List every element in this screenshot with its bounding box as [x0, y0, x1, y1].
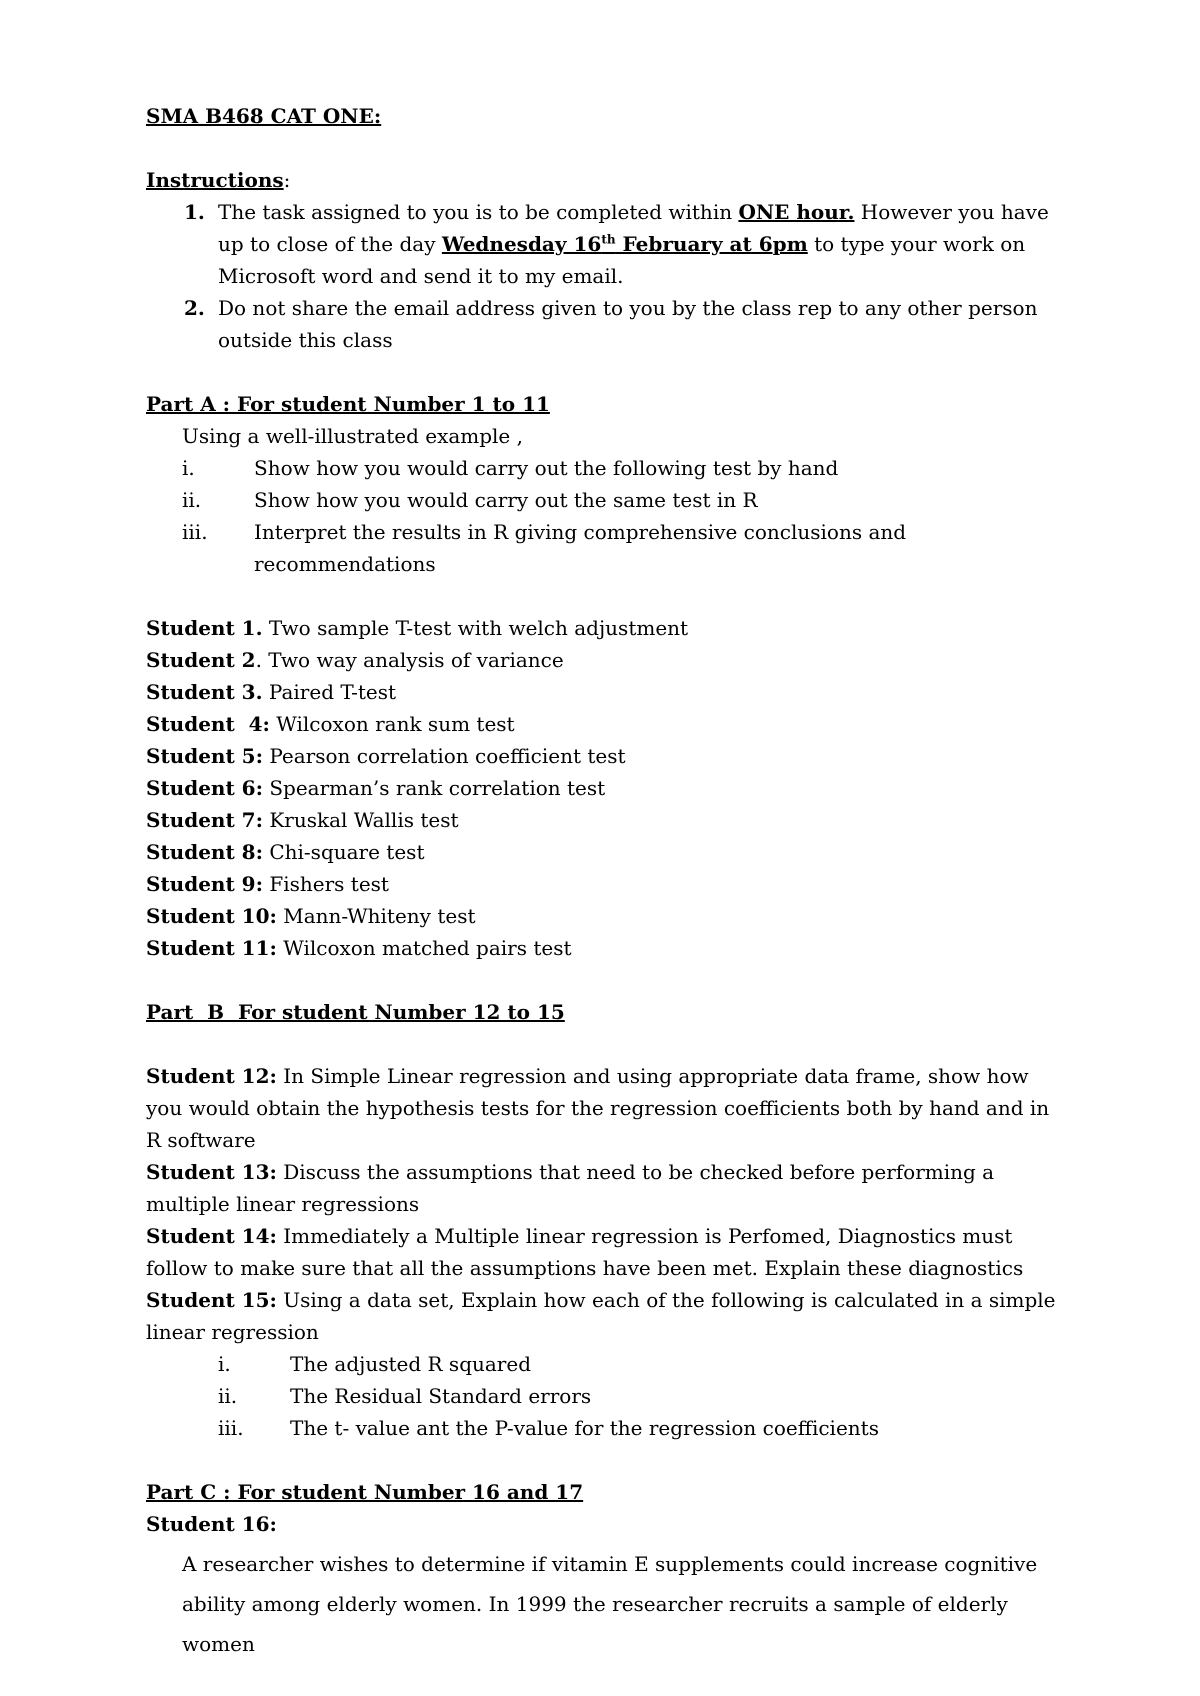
student-line: Student 9: Fishers test	[146, 872, 389, 896]
part-a-step: iii. Interpret the results in R giving comprehensive conclusions and recommendations	[182, 520, 907, 576]
part-b-subitem: iii. The t- value ant the P-value for the regression coefficients	[218, 1416, 879, 1440]
part-b-heading: Part B For student Number 12 to 15	[146, 1000, 565, 1024]
instructions-list	[146, 196, 1066, 356]
instruction-item: 1. The task assigned to you is to be completed within ONE hour. However you have up to close of the day Wednesday 16th February at 6pm to type your work on Microsoft word and send it to my email.	[184, 200, 1049, 288]
part-a-heading: Part A : For student Number 1 to 11	[146, 392, 550, 416]
student-paragraph: Student 13: Discuss the assumptions that need to be checked before performing a multiple linear regressions	[146, 1160, 995, 1216]
student-line: Student 7: Kruskal Wallis test	[146, 808, 459, 832]
part-a-step: ii. Show how you would carry out the same test in R	[182, 488, 758, 512]
instruction-item: 2. Do not share the email address given to you by the class rep to any other person outside this class	[184, 296, 1038, 352]
student-paragraph: Student 15: Using a data set, Explain how each of the following is calculated in a simple linear regression	[146, 1288, 1056, 1344]
part-a-intro: Using a well-illustrated example ,	[182, 424, 523, 448]
part-c-heading: Part C : For student Number 16 and 17	[146, 1480, 584, 1504]
student-line: Student 3. Paired T-test	[146, 680, 397, 704]
student-line: Student 4: Wilcoxon rank sum test	[146, 712, 515, 736]
deadline-date: Wednesday 16th February at 6pm	[441, 232, 808, 256]
student-line: Student 6: Spearman’s rank correlation test	[146, 776, 606, 800]
student-paragraph: Student 12: In Simple Linear regression and using appropriate data frame, show how you would obtain the hypothesis tests for the regression coefficients both by hand and in R software	[146, 1064, 1050, 1152]
part-c-student-label: Student 16:	[146, 1512, 277, 1536]
part-c-paragraph: A researcher wishes to determine if vitamin E supplements could increase cognitive ability among elderly women. In 1999 the researcher recruits a sample of elderly women	[182, 1552, 1038, 1656]
student-paragraph: Student 14: Immediately a Multiple linear regression is Perfomed, Diagnostics must follow to make sure that all the assumptions have been met. Explain these diagnostics	[146, 1224, 1024, 1280]
part-b-subitem: i. The adjusted R squared	[218, 1352, 532, 1376]
student-line: Student 8: Chi-square test	[146, 840, 425, 864]
deadline-duration: ONE hour.	[738, 200, 855, 224]
instructions-heading: Instructions:	[146, 168, 291, 192]
student-line: Student 2. Two way analysis of variance	[146, 648, 564, 672]
student-line: Student 1. Two sample T-test with welch adjustment	[146, 616, 689, 640]
student-line: Student 10: Mann-Whiteny test	[146, 904, 476, 928]
student-line: Student 11: Wilcoxon matched pairs test	[146, 936, 572, 960]
part-b-subitem: ii. The Residual Standard errors	[218, 1384, 592, 1408]
part-a-step: i. Show how you would carry out the following test by hand	[182, 456, 839, 480]
document-title: SMA B468 CAT ONE:	[146, 104, 382, 128]
student-line: Student 5: Pearson correlation coefficient test	[146, 744, 626, 768]
